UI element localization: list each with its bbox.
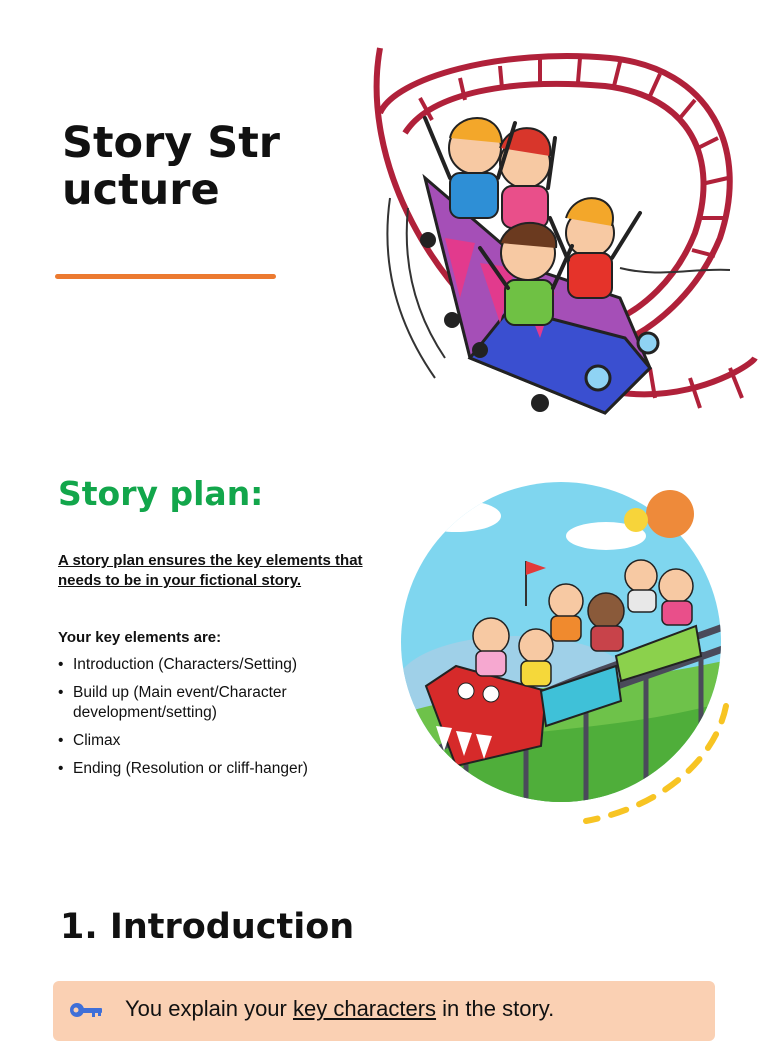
list-item: • Climax <box>58 731 378 751</box>
list-item: • Build up (Main event/Character development/setting) <box>58 683 378 723</box>
title-underline <box>55 274 276 279</box>
key-elements-list <box>58 655 378 787</box>
introduction-heading: 1. Introduction <box>60 907 355 947</box>
list-item: • Ending (Resolution or cliff-hanger) <box>58 759 378 779</box>
list-item: • Introduction (Characters/Setting) <box>58 655 378 675</box>
key-icon <box>68 997 104 1023</box>
callout-text-before: You explain your <box>125 996 293 1021</box>
story-plan-intro: A story plan ensures the key elements that needs to be in your fictional story. <box>58 552 363 589</box>
key-elements-heading: Your key elements are: <box>58 629 222 646</box>
kids-roller-coaster-illustration <box>396 476 746 828</box>
story-plan-heading: Story plan: <box>58 474 264 513</box>
callout-text-after: in the story. <box>436 996 555 1021</box>
slide-title: Story Structure <box>62 118 281 215</box>
callout-text <box>125 996 554 1022</box>
roller-coaster-illustration <box>350 38 760 433</box>
key-characters-phrase: key characters <box>292 996 437 1021</box>
